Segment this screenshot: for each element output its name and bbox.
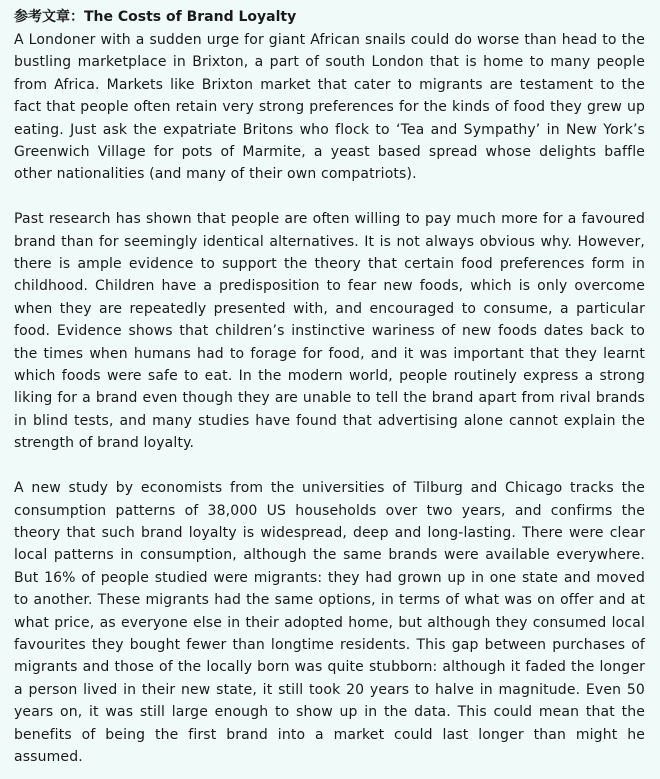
article-paragraph-2: Past research has shown that people are often willing to pay much more for a favoured brand than for seemingly identical alternatives. It is not always obvious why. However, there is ample evidence to support the theory that certain food preferences form in childhood. Children have a predisposition to fear new foods, which is only overcome when they are repeatedly presented with, and encouraged to consume, a particular food. Evidence shows that children’s instinctive wariness of new foods dates back to the times when humans had to forage for food, and it was important that they learnt which foods were safe to eat. In the modern world, people routinely express a strong liking for a brand even though they are unable to tell the brand apart from rival brands in blind tests, and many studies have found that advertising alone cannot explain the strength of brand loyalty. [14, 211, 645, 452]
article-title: 参考文章：The Costs of Brand Loyalty [14, 9, 297, 25]
paragraph-spacer [14, 186, 645, 208]
paragraph-spacer [14, 455, 645, 477]
article-paragraph-3: A new study by economists from the universities of Tilburg and Chicago tracks the consumption patterns of 38,000 US households over two years, and confirms the theory that such brand loyalty is widespread, deep and long-lasting. There were clear local patterns in consumption, although the same brands were available everywhere. But 16% of people studied were migrants: they had grown up in one state and moved to another. These migrants had the same options, in terms of what was on offer and at what price, as everyone else in their adopted home, but although they consumed local favourites they bought fewer than longtime residents. This gap between purchases of migrants and those of the locally born was quite stubborn: although it faded the longer a person lived in their new state, it still took 20 years to halve in magnitude. Even 50 years on, it was still large enough to show up in the data. This could mean that the benefits of being the first brand into a market could last longer than might he assumed. [14, 480, 645, 765]
article-paragraph-1: A Londoner with a sudden urge for giant African snails could do worse than head to the bustling marketplace in Brixton, a part of south London that is home to many people from Africa. Markets like Brixton market that cater to migrants are testament to the fact that people often retain very strong preferences for the kinds of food they grew up eating. Just ask the expatriate Britons who flock to ‘Tea and Sympathy’ in New York’s Greenwich Village for pots of Marmite, a yeast based spread whose delights baffle other nationalities (and many of their own compatriots). [14, 32, 645, 183]
